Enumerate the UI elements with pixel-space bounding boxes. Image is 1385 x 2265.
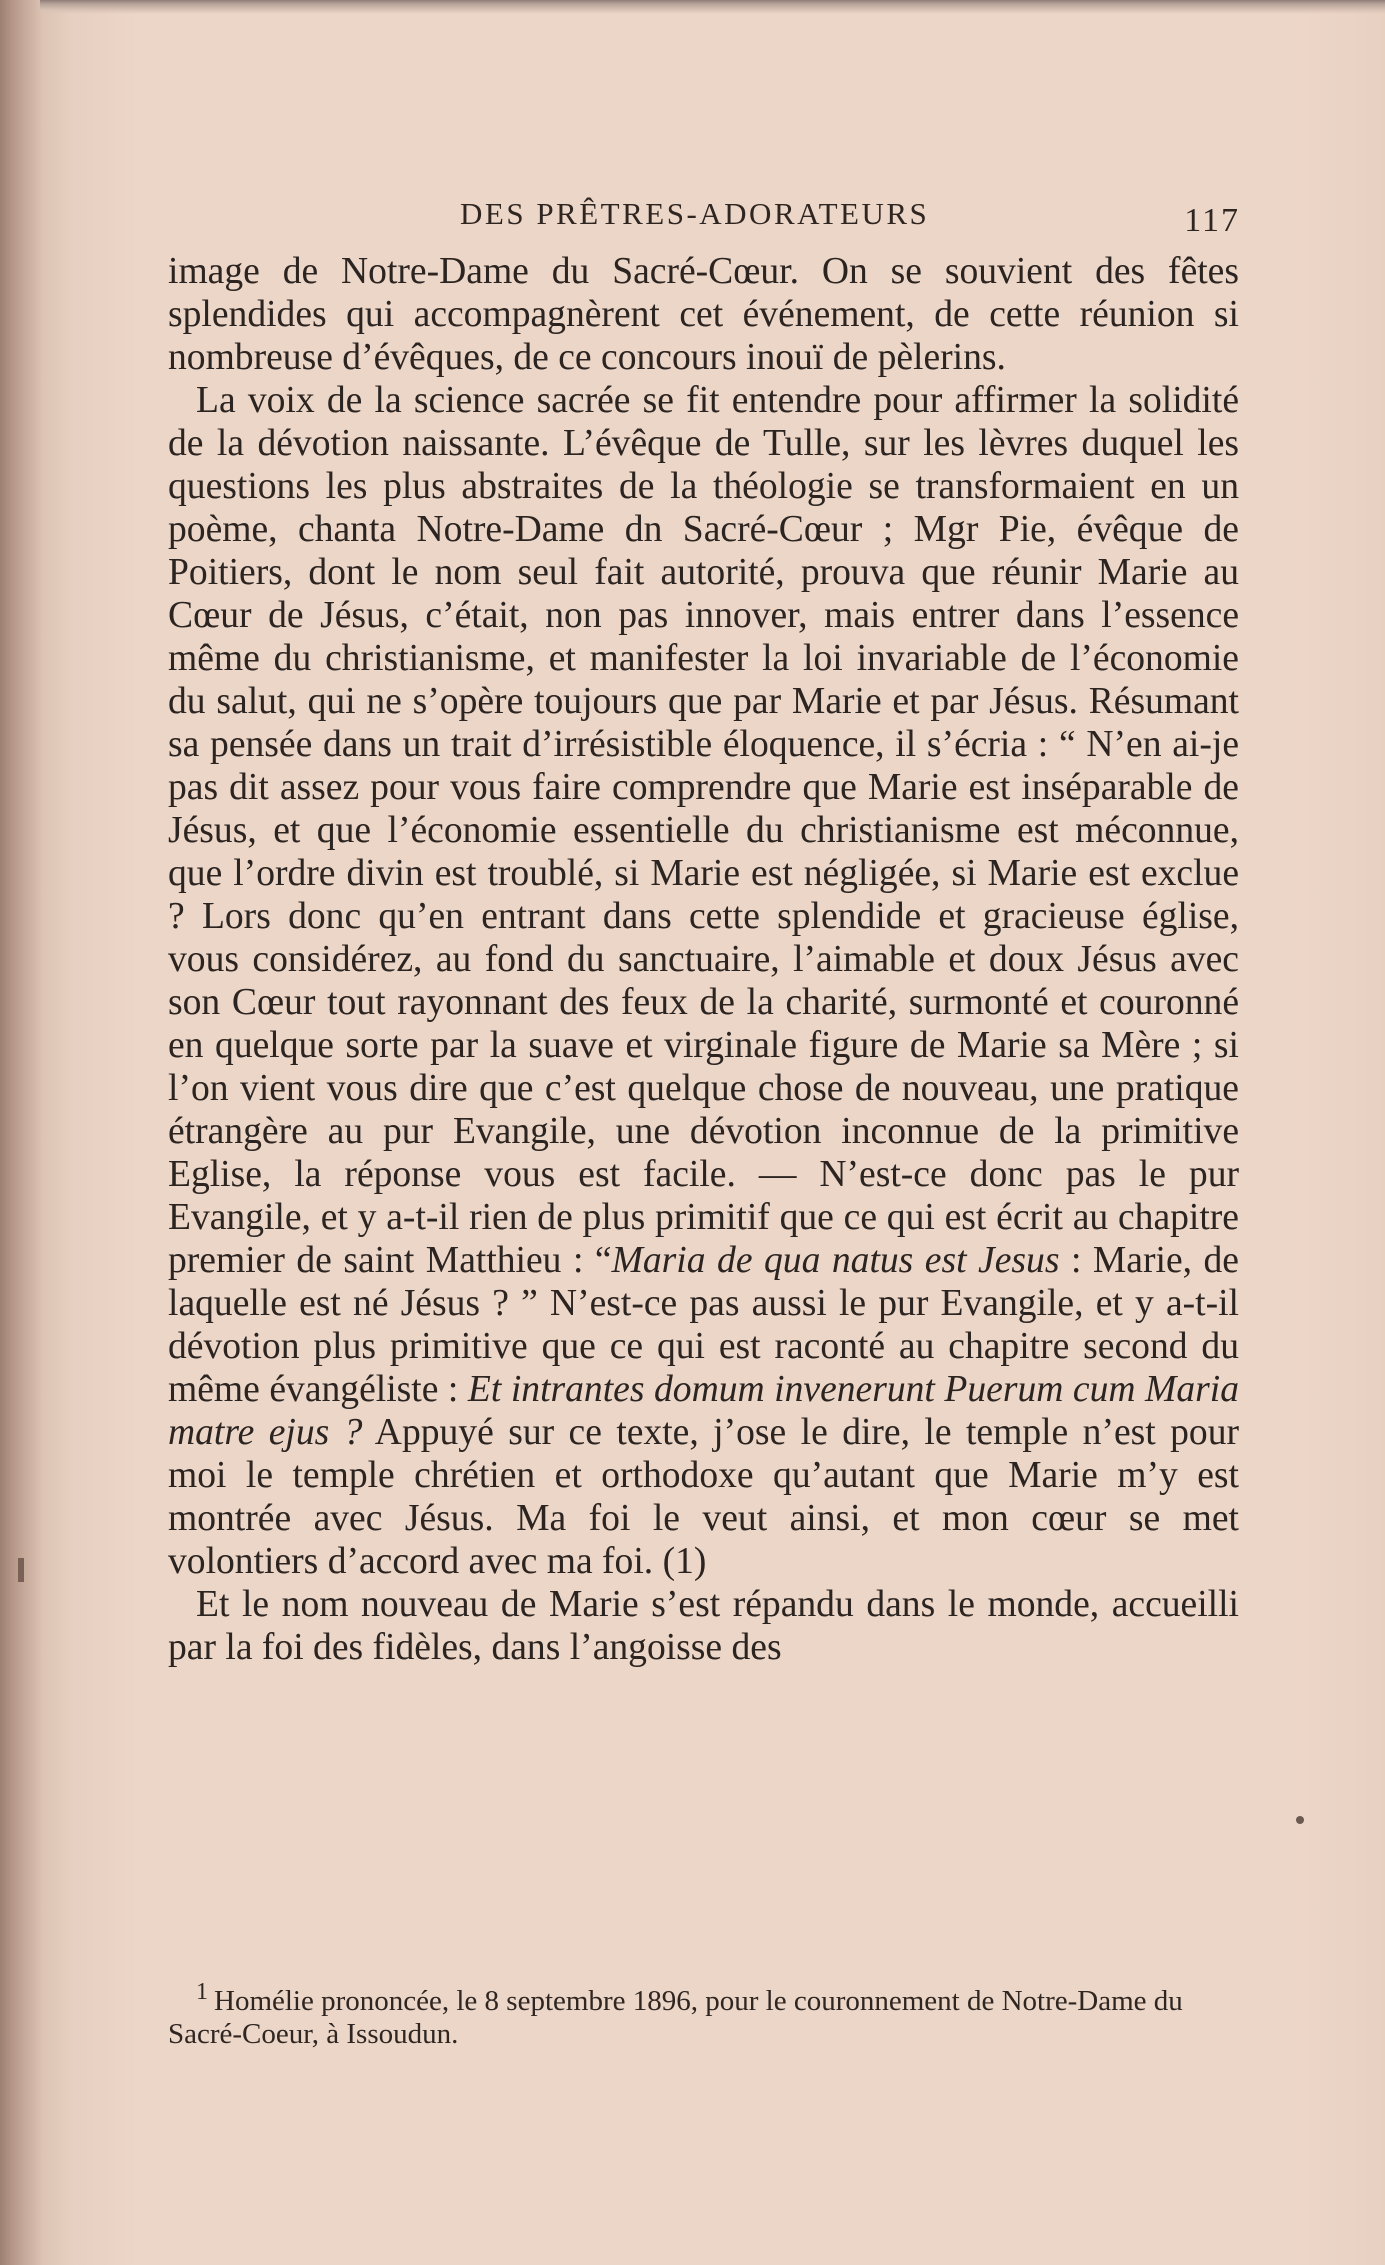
- paragraph-2-part-c: Appuyé sur ce texte, j’ose le dire, le temple n’est pour moi le temple chrétien et orthodoxe qu’autant que Marie m’y est montrée avec Jésus. Ma foi le veut ainsi, et mon cœur se met volontiers d’accord avec ma foi. (1): [168, 1412, 1240, 1582]
- page-top-edge: [40, 0, 1385, 14]
- margin-dot: [1296, 1816, 1304, 1824]
- latin-quote-1: Maria de qua natus est Jesus: [611, 1240, 1060, 1281]
- book-binding-shadow: [0, 0, 42, 2265]
- footnote-text: Homélie prononcée, le 8 septembre 1896, pour le couronnement de Notre-Dame du Sacré-Coeur, à Issoudun.: [168, 1985, 1183, 2050]
- latin-quote-2: Et intrantes domum invenerunt Puerum cum Maria matre ejus ?: [168, 1369, 1239, 1453]
- paragraph-2-part-a: La voix de la science sacrée se fit entendre pour affirmer la solidité de la dévotion naissante. L’évêque de Tulle, sur les lèvres duquel les questions les plus abstraites de la théologie se transformaient en un poème, chanta Notre-Dame dn Sacré-Cœur ; Mgr Pie, évêque de Poitiers, dont le nom seul fait autorité, prouva que réunir Marie au Cœur de Jésus, c’était, non pas innover, mais entrer dans l’essence même du christianisme, et manifester la loi invariable de l’économie du salut, qui ne s’opère toujours que par Marie et par Jésus. Résumant sa pensée dans un trait d’irrésistible éloquence, il s’écria : “ N’en ai-je pas dit assez pour vous faire comprendre que Marie est inséparable de Jésus, et que l’économie essentielle du christianisme est méconnue, que l’ordre divin est troublé, si Marie est négligée, si Marie est exclue ? Lors donc qu’en entrant dans cette splendide et gracieuse église, vous considérez, au fond du sanctuaire, l’aimable et doux Jésus avec son Cœur tout rayonnant des feux de la charité, surmonté et couronné en quelque sorte par la suave et virginale figure de Marie sa Mère ; si l’on vient vous dire que c’est quelque chose de nouveau, une pratique étrangère au pur Evangile, une dévotion inconnue de la primitive Eglise, la réponse vous est facile. — N’est-ce donc pas le pur Evangile, et y a-t-il rien de plus primitif que ce qui est écrit au chapitre premier de saint Matthieu : “: [168, 380, 1239, 1281]
- paragraph-2-part-b: : Marie, de laquelle est né Jésus ? ” N’est-ce pas aussi le pur Evangile, et y a-t-il dévotion plus primitive que ce qui est raconté au chapitre second du même évangéliste :: [168, 1240, 1239, 1410]
- footnote: [168, 1979, 1239, 2051]
- running-head-title: DES PRÊTRES-ADORATEURS: [460, 196, 930, 231]
- footnote-number: 1: [196, 1979, 208, 2006]
- page-number: 117: [1184, 202, 1240, 239]
- paragraph-3: Et le nom nouveau de Marie s’est répandu dans le monde, accueilli par la foi des fidèles, dans l’angoisse des: [168, 1584, 1239, 1668]
- running-head: [170, 188, 1240, 248]
- paragraph-1: image de Notre-Dame du Sacré-Cœur. On se souvient des fêtes splendides qui accompagnèrent cet événement, de cette réunion si nombreuse d’évêques, de ce concours inouï de pèlerins.: [168, 251, 1239, 378]
- paragraph-2: [168, 379, 1239, 1583]
- binding-mark: [18, 1558, 24, 1582]
- body-text: [168, 250, 1239, 1669]
